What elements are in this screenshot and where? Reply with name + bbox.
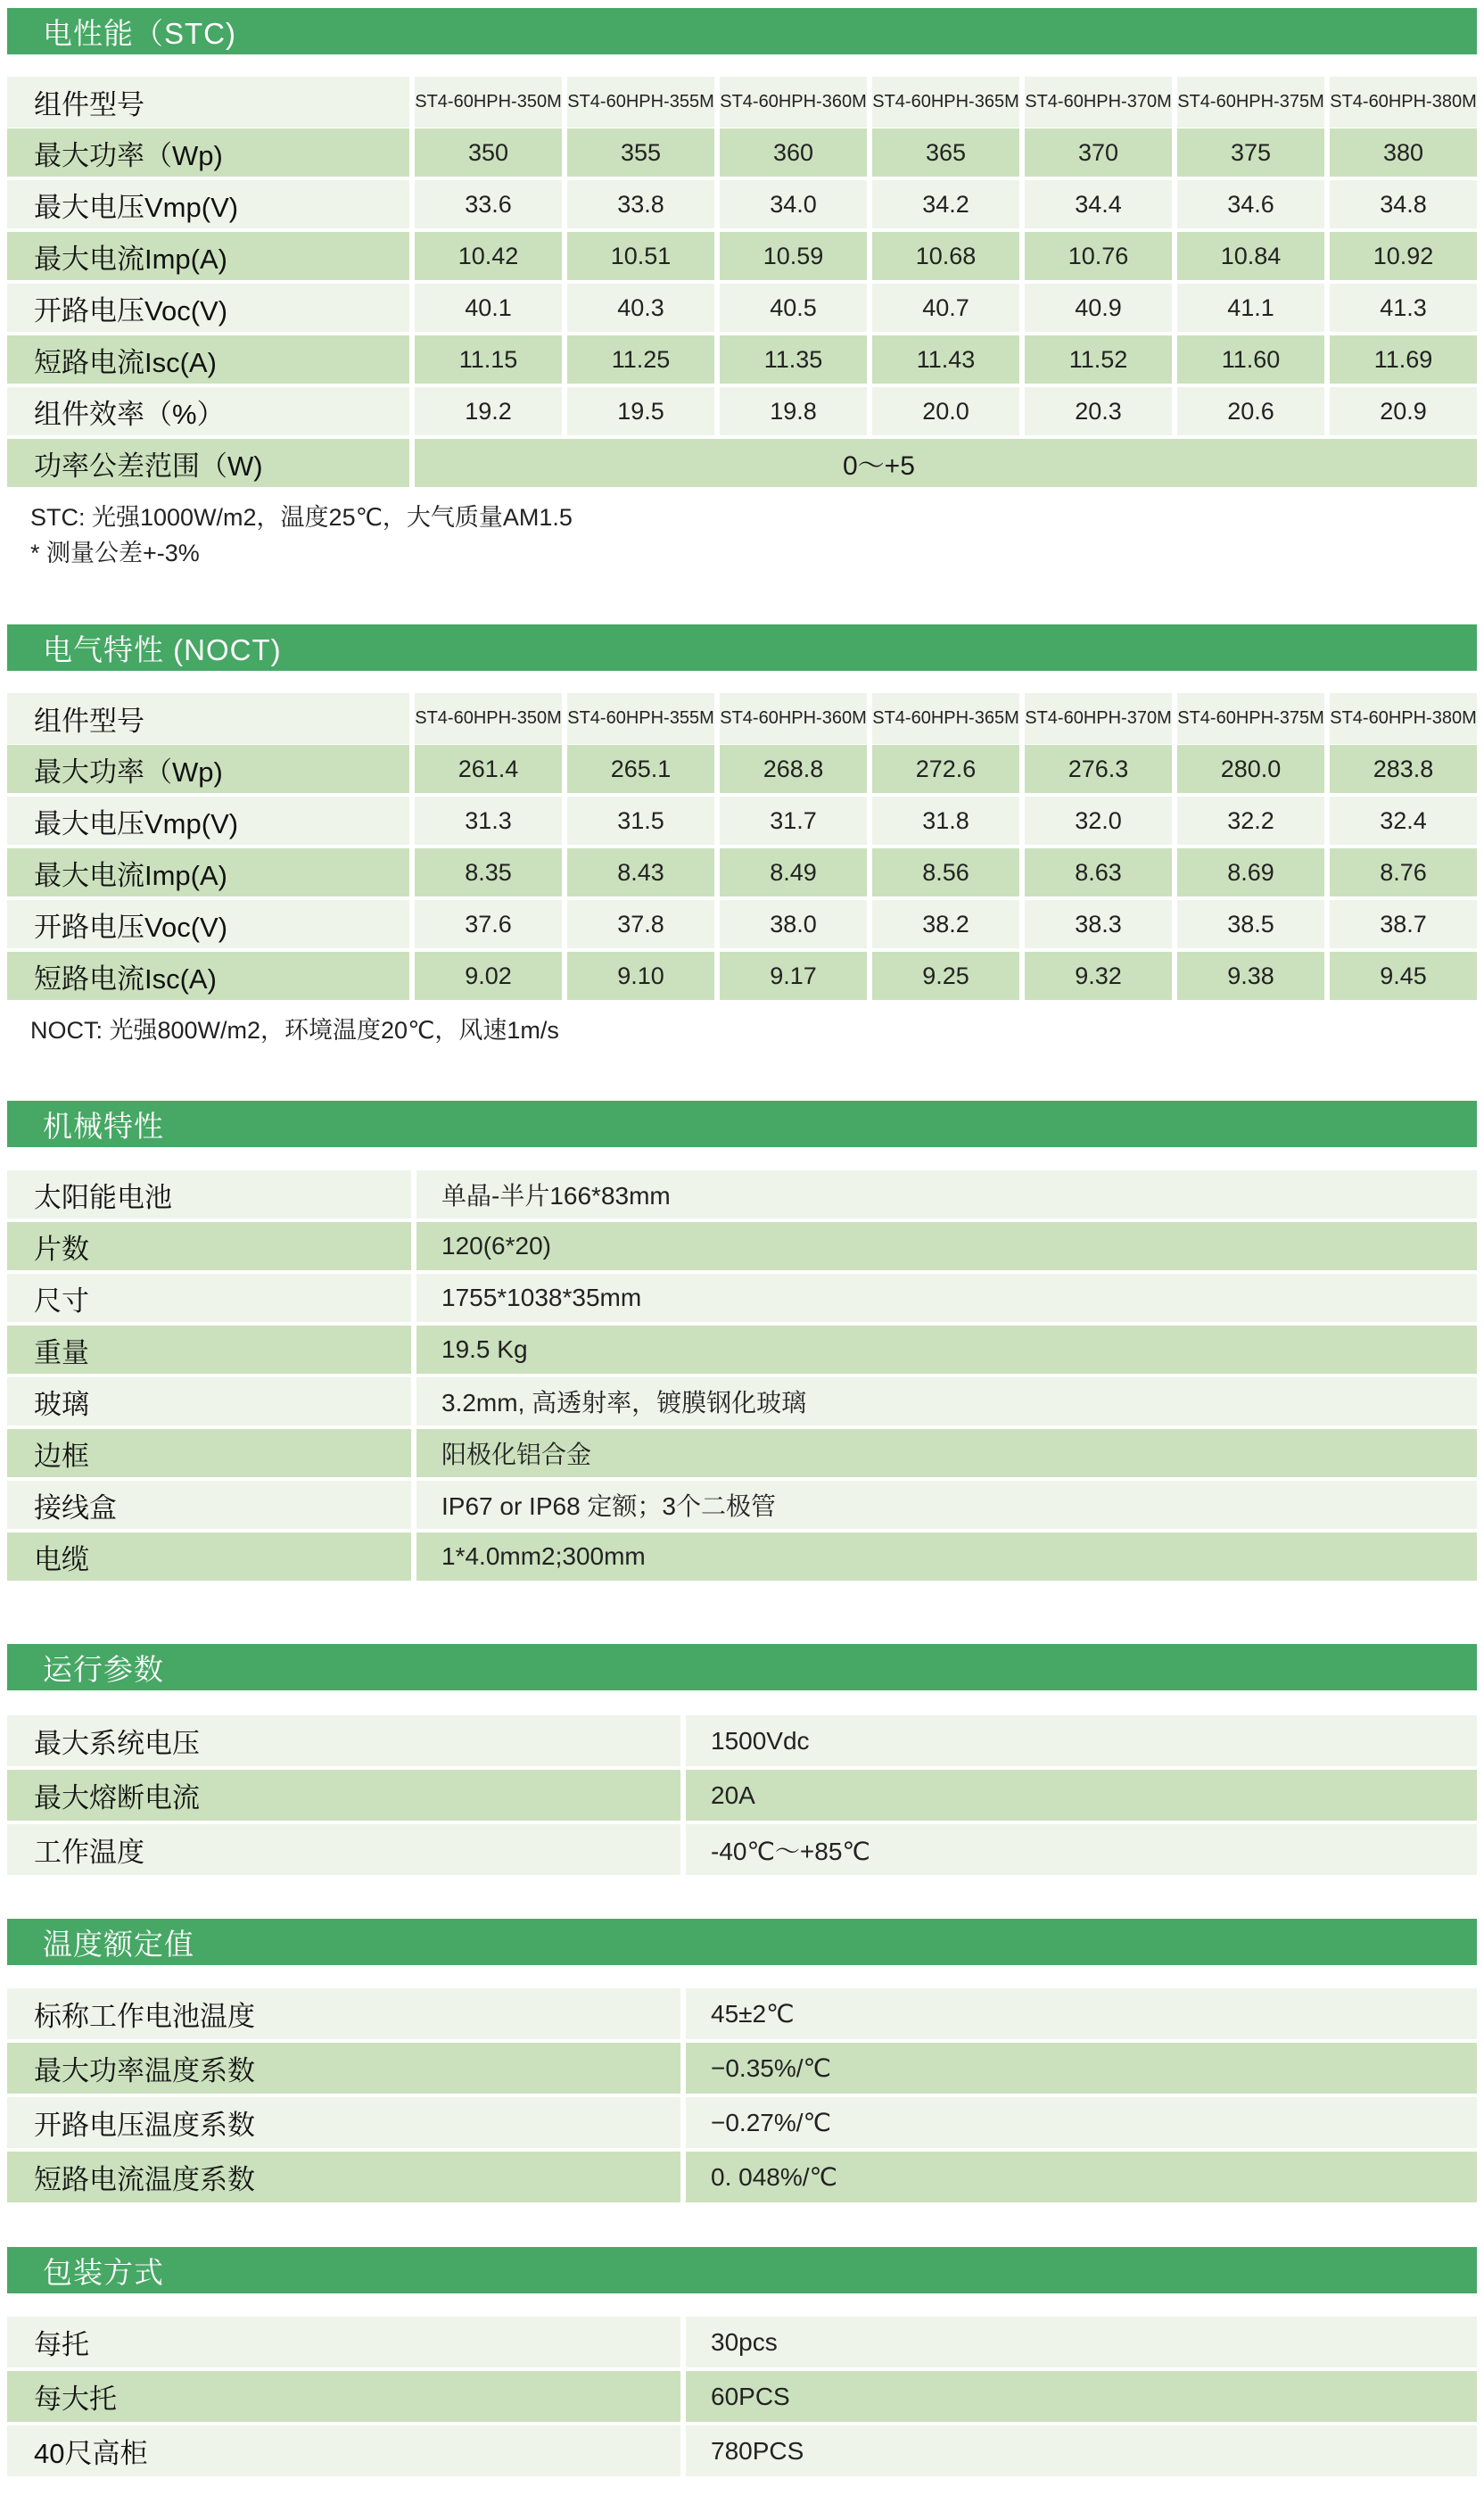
model-header: ST4-60HPH-365M — [872, 693, 1019, 744]
value-cell: 9.38 — [1177, 952, 1324, 1000]
value-cell: 10.68 — [872, 232, 1019, 280]
value-cell: 20.6 — [1177, 387, 1324, 435]
value-cell: 60PCS — [686, 2371, 1477, 2422]
value-cell: 38.0 — [720, 900, 867, 948]
value-cell: 780PCS — [686, 2425, 1477, 2476]
value-cell: 1500Vdc — [686, 1715, 1477, 1766]
row-label: 太阳能电池 — [7, 1170, 411, 1219]
section-title-operating: 运行参数 — [43, 1652, 164, 1686]
value-cell: 37.8 — [567, 900, 714, 948]
section-title-noct: 电气特性 (NOCT) — [43, 632, 282, 666]
row-label: 电缆 — [7, 1533, 411, 1581]
value-cell: 11.43 — [872, 335, 1019, 384]
row-label: 尺寸 — [7, 1274, 411, 1322]
row-label: 重量 — [7, 1326, 411, 1374]
value-cell: 19.5 Kg — [416, 1326, 1477, 1374]
row-label: 片数 — [7, 1222, 411, 1270]
section-header-mechanical — [7, 1101, 1477, 1147]
noct-note-1: NOCT: 光强800W/m2，环境温度20℃，风速1m/s — [30, 1017, 559, 1044]
value-cell: 11.15 — [415, 335, 562, 384]
value-cell: 40.9 — [1025, 284, 1172, 332]
section-title-stc: 电性能（STC) — [43, 16, 236, 50]
value-cell: 8.56 — [872, 848, 1019, 896]
value-cell: −0.27%/℃ — [686, 2097, 1477, 2148]
value-cell: 10.92 — [1330, 232, 1477, 280]
row-label: 最大功率温度系数 — [7, 2043, 680, 2094]
packaging-table — [7, 2317, 1477, 2476]
value-cell: 20.0 — [872, 387, 1019, 435]
value-cell: 40.7 — [872, 284, 1019, 332]
value-cell: 11.52 — [1025, 335, 1172, 384]
value-cell: 19.2 — [415, 387, 562, 435]
value-cell: 38.5 — [1177, 900, 1324, 948]
row-label: 最大功率（Wp) — [7, 745, 409, 793]
value-cell: 33.6 — [415, 180, 562, 228]
value-cell: 45±2℃ — [686, 1988, 1477, 2039]
value-cell: 9.45 — [1330, 952, 1477, 1000]
value-cell: 34.6 — [1177, 180, 1324, 228]
value-cell: 19.5 — [567, 387, 714, 435]
value-cell: 单晶-半片166*83mm — [416, 1170, 1477, 1219]
value-cell: 276.3 — [1025, 745, 1172, 793]
value-cell: 10.76 — [1025, 232, 1172, 280]
value-cell: 34.8 — [1330, 180, 1477, 228]
value-cell: 11.35 — [720, 335, 867, 384]
value-cell: 9.32 — [1025, 952, 1172, 1000]
model-header: ST4-60HPH-365M — [872, 77, 1019, 128]
value-cell: 8.76 — [1330, 848, 1477, 896]
value-cell: 19.8 — [720, 387, 867, 435]
value-cell: 30pcs — [686, 2317, 1477, 2367]
value-cell: 20.9 — [1330, 387, 1477, 435]
row-label: 最大电流Imp(A) — [7, 848, 409, 896]
model-header: ST4-60HPH-355M — [567, 693, 714, 744]
value-cell: 20.3 — [1025, 387, 1172, 435]
value-cell: 375 — [1177, 128, 1324, 177]
value-cell: 40.5 — [720, 284, 867, 332]
value-cell: 1755*1038*35mm — [416, 1274, 1477, 1322]
section-title-packaging: 包装方式 — [43, 2255, 164, 2289]
value-cell: 37.6 — [415, 900, 562, 948]
value-cell: 8.63 — [1025, 848, 1172, 896]
row-label: 每大托 — [7, 2371, 680, 2422]
value-cell: 272.6 — [872, 745, 1019, 793]
value-cell: 280.0 — [1177, 745, 1324, 793]
noct-header-label: 组件型号 — [7, 693, 409, 744]
value-cell: 32.2 — [1177, 797, 1324, 845]
section-header-operating — [7, 1644, 1477, 1690]
value-cell: 10.59 — [720, 232, 867, 280]
row-label: 玻璃 — [7, 1377, 411, 1425]
row-label: 功率公差范围（W) — [7, 439, 409, 487]
model-header: ST4-60HPH-370M — [1025, 77, 1172, 128]
section-header-stc — [7, 8, 1477, 54]
row-label: 最大系统电压 — [7, 1715, 680, 1766]
operating-table — [7, 1715, 1477, 1875]
model-header: ST4-60HPH-380M — [1330, 693, 1477, 744]
value-cell: 283.8 — [1330, 745, 1477, 793]
value-cell: 10.42 — [415, 232, 562, 280]
row-label: 开路电压Voc(V) — [7, 284, 409, 332]
section-header-noct — [7, 624, 1477, 671]
mechanical-table — [7, 1170, 1477, 1581]
value-cell: 8.69 — [1177, 848, 1324, 896]
value-cell: 8.49 — [720, 848, 867, 896]
value-cell: 40.1 — [415, 284, 562, 332]
value-cell: 31.8 — [872, 797, 1019, 845]
stc-table — [7, 77, 1477, 487]
section-header-packaging — [7, 2247, 1477, 2293]
row-label: 工作温度 — [7, 1824, 680, 1875]
value-cell: 365 — [872, 128, 1019, 177]
value-cell: 31.5 — [567, 797, 714, 845]
value-cell: 32.0 — [1025, 797, 1172, 845]
tolerance-value-cell: 0～+5 — [415, 439, 1477, 487]
value-cell: 41.3 — [1330, 284, 1477, 332]
value-cell: 3.2mm, 高透射率，镀膜钢化玻璃 — [416, 1377, 1477, 1425]
stc-header-label: 组件型号 — [7, 77, 409, 128]
value-cell: 34.4 — [1025, 180, 1172, 228]
value-cell: 10.51 — [567, 232, 714, 280]
value-cell: 370 — [1025, 128, 1172, 177]
value-cell: 9.25 — [872, 952, 1019, 1000]
value-cell: 120(6*20) — [416, 1222, 1477, 1270]
value-cell: 360 — [720, 128, 867, 177]
value-cell: 阳极化铝合金 — [416, 1429, 1477, 1477]
value-cell: 268.8 — [720, 745, 867, 793]
stc-notes — [30, 500, 1477, 571]
model-header: ST4-60HPH-370M — [1025, 693, 1172, 744]
model-header: ST4-60HPH-375M — [1177, 693, 1324, 744]
section-header-temperature — [7, 1919, 1477, 1965]
stc-note-2: * 测量公差+-3% — [30, 540, 200, 566]
value-cell: 11.60 — [1177, 335, 1324, 384]
value-cell: -40℃～+85℃ — [686, 1824, 1477, 1875]
row-label: 开路电压Voc(V) — [7, 900, 409, 948]
row-label: 短路电流Isc(A) — [7, 952, 409, 1000]
row-label: 接线盒 — [7, 1481, 411, 1529]
value-cell: 31.3 — [415, 797, 562, 845]
value-cell: 355 — [567, 128, 714, 177]
model-header: ST4-60HPH-380M — [1330, 77, 1477, 128]
value-cell: 38.7 — [1330, 900, 1477, 948]
model-header: ST4-60HPH-360M — [720, 77, 867, 128]
value-cell: 38.2 — [872, 900, 1019, 948]
section-title-mechanical: 机械特性 — [43, 1109, 164, 1143]
value-cell: 265.1 — [567, 745, 714, 793]
row-label: 每托 — [7, 2317, 680, 2367]
stc-note-1: STC: 光强1000W/m2，温度25℃，大气质量AM1.5 — [30, 504, 573, 531]
row-label: 最大电压Vmp(V) — [7, 180, 409, 228]
model-header: ST4-60HPH-360M — [720, 693, 867, 744]
row-label: 最大功率（Wp) — [7, 128, 409, 177]
model-header: ST4-60HPH-350M — [415, 693, 562, 744]
value-cell: 8.35 — [415, 848, 562, 896]
value-cell: 8.43 — [567, 848, 714, 896]
row-label: 边框 — [7, 1429, 411, 1477]
model-header: ST4-60HPH-350M — [415, 77, 562, 128]
value-cell: IP67 or IP68 定额；3个二极管 — [416, 1481, 1477, 1529]
value-cell: 9.10 — [567, 952, 714, 1000]
value-cell: 261.4 — [415, 745, 562, 793]
value-cell: 33.8 — [567, 180, 714, 228]
row-label: 最大熔断电流 — [7, 1770, 680, 1821]
section-title-temperature: 温度额定值 — [43, 1927, 194, 1961]
value-cell: 1*4.0mm2;300mm — [416, 1533, 1477, 1581]
row-label: 最大电压Vmp(V) — [7, 797, 409, 845]
value-cell: 11.69 — [1330, 335, 1477, 384]
row-label: 短路电流温度系数 — [7, 2152, 680, 2202]
value-cell: 31.7 — [720, 797, 867, 845]
value-cell: 9.02 — [415, 952, 562, 1000]
row-label: 短路电流Isc(A) — [7, 335, 409, 384]
value-cell: 350 — [415, 128, 562, 177]
noct-table — [7, 693, 1477, 1000]
value-cell: 41.1 — [1177, 284, 1324, 332]
model-header: ST4-60HPH-375M — [1177, 77, 1324, 128]
row-label: 标称工作电池温度 — [7, 1988, 680, 2039]
value-cell: 9.17 — [720, 952, 867, 1000]
value-cell: 34.0 — [720, 180, 867, 228]
value-cell: 0. 048%/℃ — [686, 2152, 1477, 2202]
value-cell: −0.35%/℃ — [686, 2043, 1477, 2094]
row-label: 最大电流Imp(A) — [7, 232, 409, 280]
row-label: 组件效率（%） — [7, 387, 409, 435]
temperature-table — [7, 1988, 1477, 2202]
row-label: 开路电压温度系数 — [7, 2097, 680, 2148]
model-header: ST4-60HPH-355M — [567, 77, 714, 128]
value-cell: 380 — [1330, 128, 1477, 177]
noct-notes — [30, 1012, 1477, 1048]
value-cell: 34.2 — [872, 180, 1019, 228]
value-cell: 38.3 — [1025, 900, 1172, 948]
value-cell: 11.25 — [567, 335, 714, 384]
value-cell: 32.4 — [1330, 797, 1477, 845]
row-label: 40尺高柜 — [7, 2425, 680, 2476]
value-cell: 10.84 — [1177, 232, 1324, 280]
value-cell: 20A — [686, 1770, 1477, 1821]
value-cell: 40.3 — [567, 284, 714, 332]
